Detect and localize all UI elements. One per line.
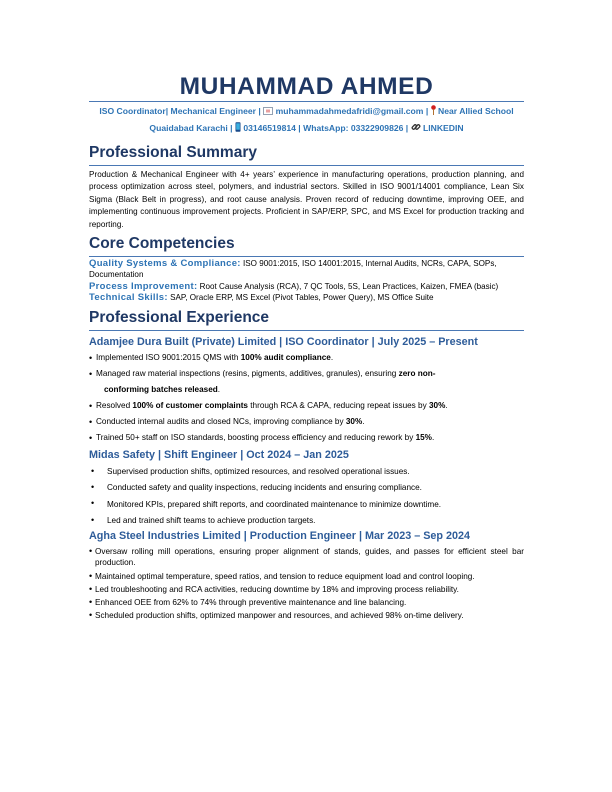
bullet-text: Resolved [96,400,133,410]
bullet-emphasis: 15% [415,432,432,442]
bullet-item [89,366,524,398]
map-pin-icon [431,105,436,121]
bullet-item: • Supervised production shifts, optimized resources, and resolved operational issues. [89,463,524,479]
job-bullets-midas [89,463,524,528]
bullet-item [89,430,524,446]
linkedin-link[interactable]: LINKEDIN [422,122,464,133]
bullet-item [89,414,524,430]
title-iso-coordinator: ISO Coordinator [99,106,166,116]
mobile-phone-icon [235,122,241,138]
competency-label: Quality Systems & Compliance: [89,258,241,270]
bullet-text: Conducted internal audits and closed NCs, improving compliance by [96,416,346,426]
location-text: Near Allied School Quaidabad Karachi [149,106,514,133]
separator: | [227,122,235,133]
bullet-text: . [217,384,221,394]
separator: | [295,122,304,133]
bullet-item [89,398,524,414]
bullet-emphasis: conforming batches released [104,384,218,394]
envelope-icon [263,105,273,121]
candidate-name: MUHAMMAD AHMED [179,73,434,100]
bullet-text: through RCA & CAPA, reducing repeat issues by [248,400,429,410]
competency-item [89,258,524,281]
bullet-text: . [445,400,448,410]
job-heading-adamjee: Adamjee Dura Built (Private) Limited | ISO Coordinator | July 2025 – Present [89,335,478,348]
separator: | [423,106,431,116]
bullet-text: . [431,432,435,442]
bullet-item: • Monitored KPIs, prepared shift reports, and coordinated maintenance to minimize downtime. [89,495,524,511]
whatsapp-number[interactable]: WhatsApp: 03322909826 [303,122,404,133]
section-title-competencies: Core Competencies [89,235,235,253]
bullet-emphasis: 30% [345,416,363,426]
job-heading-midas: Midas Safety | Shift Engineer | Oct 2024 – Jan 2025 [89,448,349,461]
competency-list [89,257,524,304]
competency-label: Process Improvement: [89,280,198,292]
title-mechanical-engineer: Mechanical Engineer [170,106,257,116]
bullet-emphasis: 30% [428,400,446,410]
job-bullets-agha-steel [89,546,524,624]
bullet-text: Trained 50+ staff on ISO standards, boosting process efficiency and reducing rework by [96,432,416,442]
bullet-text: Implemented ISO 9001:2015 QMS with [96,352,241,362]
competency-value: ISO 9001:2015, ISO 14001:2015, Internal Audits, NCRs, CAPA, SOPs, Documentation [89,259,497,280]
bullet-text: Managed raw material inspections (resins, pigments, additives, granules), ensuring [96,368,399,378]
email-link[interactable]: muhammadahmedafridi@gmail.com [275,106,424,116]
separator: | [165,106,171,116]
bullet-item: • Enhanced OEE from 62% to 74% through preventive maintenance and line balancing. [89,597,524,610]
bullet-continuation [96,382,524,398]
bullet-item: • Led troubleshooting and RCA activities, reducing downtime by 18% and improving process reliability. [89,584,524,597]
section-title-summary: Professional Summary [89,144,257,161]
bullet-item: • Conducted safety and quality inspections, reducing incidents and ensuring compliance. [89,479,524,495]
link-icon [411,122,421,138]
resume-page [89,72,524,623]
competency-value: Root Cause Analysis (RCA), 7 QC Tools, 5S, Lean Practices, Kaizen, FMEA (basic) [197,281,499,291]
separator: | [256,106,264,116]
competency-item [89,292,524,303]
competency-label: Technical Skills: [89,292,168,304]
separator: | [403,122,411,133]
bullet-item [89,350,524,366]
job-heading-agha-steel: Agha Steel Industries Limited | Production Engineer | Mar 2023 – Sep 2024 [89,529,471,542]
bullet-item: • Scheduled production shifts, optimized manpower and resources, and achieved 98% on-time delivery. [89,610,524,623]
bullet-emphasis: 100% of customer complaints [132,400,248,410]
competency-item [89,281,524,292]
bullet-emphasis: zero non- [398,368,436,378]
bullet-item: • Oversaw rolling mill operations, ensuring proper alignment of stands, guides, and passes for efficient steel bar production. [89,546,524,571]
bullet-item: • Maintained optimal temperature, speed ratios, and tension to reduce equipment load and control looping. [89,571,524,584]
phone-number[interactable]: 03146519814 [243,122,296,133]
section-divider [89,330,524,331]
competency-value: SAP, Oracle ERP, MS Excel (Pivot Tables, Power Query), MS Office Suite [167,293,434,303]
job-bullets-adamjee [89,350,524,446]
section-title-experience: Professional Experience [89,308,270,326]
bullet-item: • Led and trained shift teams to achieve production targets. [89,512,524,528]
contact-line [89,102,524,137]
summary-text: Production & Mechanical Engineer with 4+ years’ experience in manufacturing operations, production planning, and process optimization across steel, polymers, and industrial sectors. Skilled in ISO 9001/14001 compliance, Lean Six Sigma (Black Belt in progress), and root cause analysis. Proven record of reducing downtime, improving OEE, and implementing continuous improvement projects. Proficient in SAP/ERP, SPC, and MS Excel for production tracking and reporting. [89,170,524,229]
bullet-text: . [330,352,334,362]
bullet-emphasis: 100% audit compliance [240,352,331,362]
bullet-text: . [362,416,365,426]
